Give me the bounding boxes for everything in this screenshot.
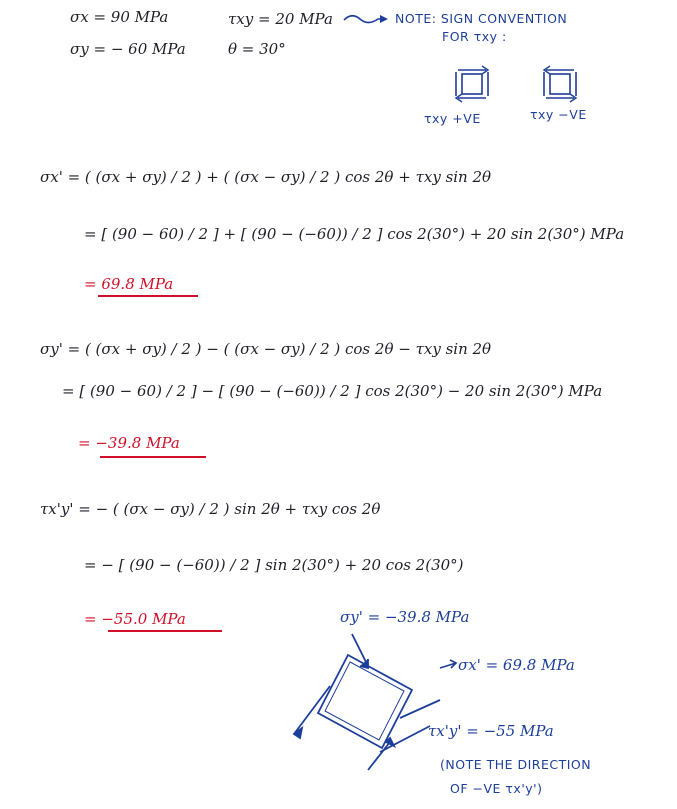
txy-prime-result-underline [108,630,222,632]
sx-prime-arrow [440,658,460,672]
txy-prime-substitution: = − [ (90 − (−60)) / 2 ] sin 2(30°) + 20 cos 2(30°) [84,556,464,574]
rotated-stress-element [290,630,450,780]
sx-prime-formula: σx' = ( (σx + σy) / 2 ) + ( (σx − σy) / 2 ) cos 2θ + τxy sin 2θ [40,168,492,186]
given-sigma-y: σy = − 60 MPa [70,40,186,58]
note-pointer-arrow [342,12,392,26]
sx-prime-result: = 69.8 MPa [84,275,174,293]
note-for-txy: FOR τxy : [442,29,507,44]
element-txy-label: τx'y' = −55 MPa [428,722,554,740]
element-sy-label: σy' = −39.8 MPa [340,608,470,626]
txy-prime-result: = −55.0 MPa [84,610,186,628]
given-sigma-x: σx = 90 MPa [70,8,169,26]
sx-prime-result-underline [98,295,198,297]
sy-prime-result: = −39.8 MPa [78,434,180,452]
given-tau-xy: τxy = 20 MPa [228,10,333,28]
negative-shear-label: τxy −VE [530,107,587,122]
element-sx-label: σx' = 69.8 MPa [458,656,575,674]
sy-prime-formula: σy' = ( (σx + σy) / 2 ) − ( (σx − σy) / 2 ) cos 2θ − τxy sin 2θ [40,340,492,358]
element-direction-note-1: (NOTE THE DIRECTION [440,757,592,772]
positive-shear-element-icon [450,62,494,106]
sy-prime-result-underline [100,456,206,458]
sx-prime-substitution: = [ (90 − 60) / 2 ] + [ (90 − (−60)) / 2 ] cos 2(30°) + 20 sin 2(30°) MPa [84,225,625,243]
note-title: NOTE: SIGN CONVENTION [395,11,568,26]
txy-prime-formula: τx'y' = − ( (σx − σy) / 2 ) sin 2θ + τxy cos 2θ [40,500,381,518]
negative-shear-element-icon [538,62,582,106]
sy-prime-substitution: = [ (90 − 60) / 2 ] − [ (90 − (−60)) / 2 ] cos 2(30°) − 20 sin 2(30°) MPa [62,382,603,400]
element-direction-note-2: OF −VE τx'y') [450,781,543,796]
positive-shear-label: τxy +VE [424,111,481,126]
given-theta: θ = 30° [228,40,286,58]
